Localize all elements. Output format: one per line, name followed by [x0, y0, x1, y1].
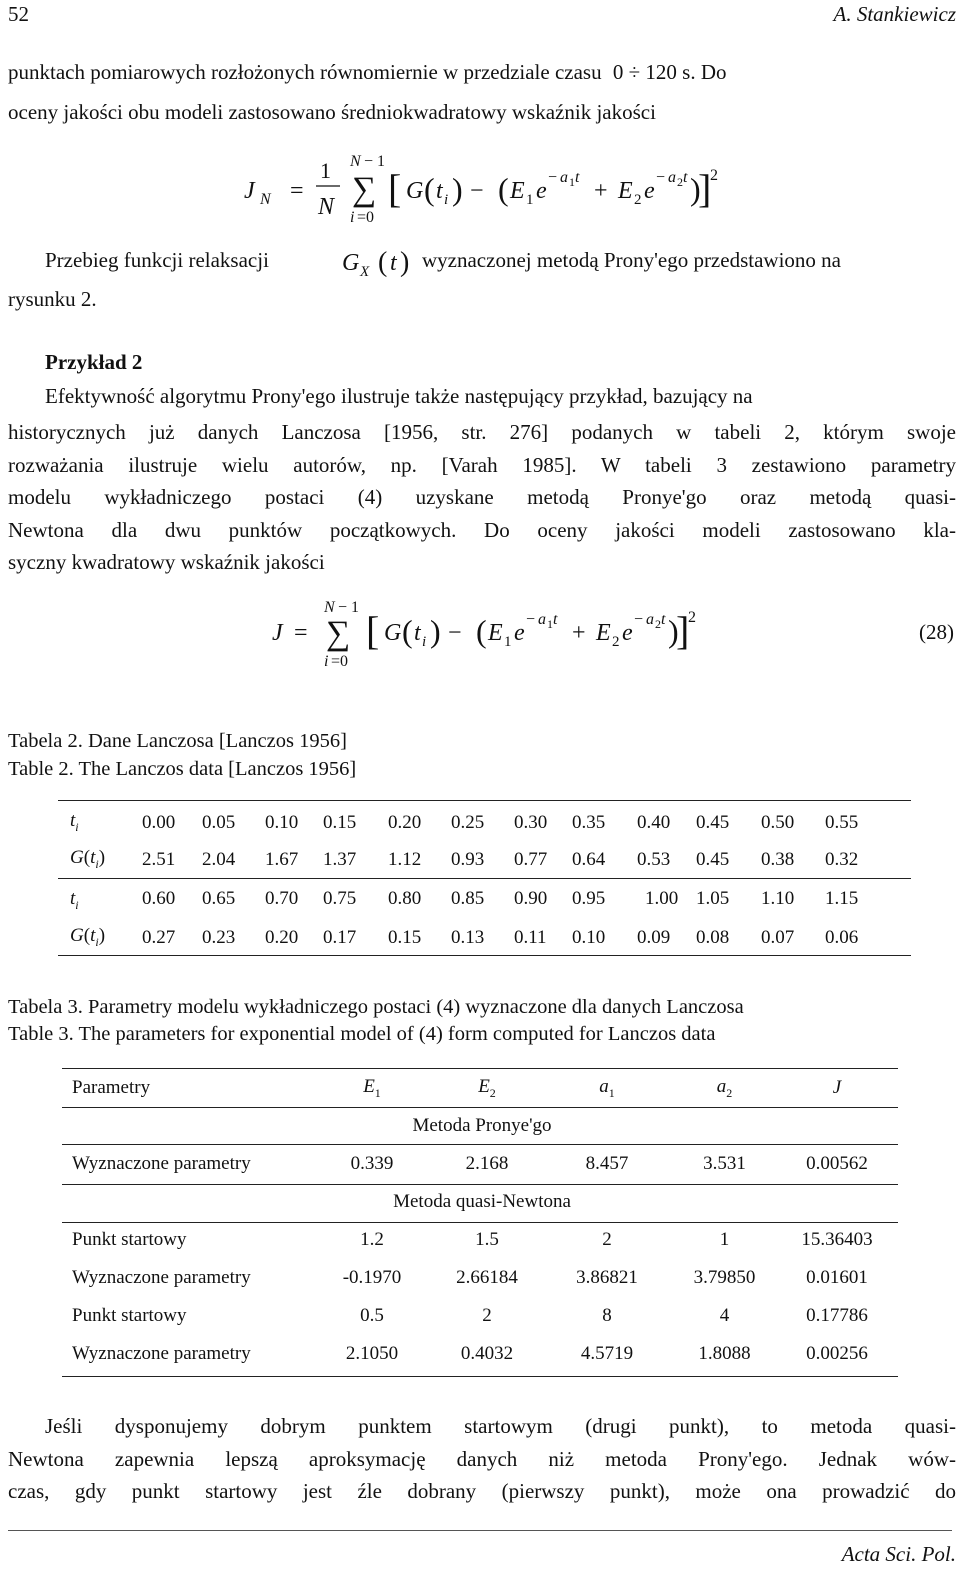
cell: 1 [719, 1229, 730, 1250]
cell: 3.531 [703, 1153, 746, 1174]
relax-before: Przebieg funkcji relaksacji [45, 248, 269, 272]
cell: 0.45 [696, 848, 730, 870]
svg-text:∑: ∑ [326, 615, 351, 652]
svg-text:i: i [324, 653, 329, 670]
svg-text:=0: =0 [331, 653, 349, 670]
table3 [72, 1069, 892, 1373]
cell: 0.40 [637, 811, 671, 833]
table3-caption-pl: Tabela 3. Parametry modelu wykładniczego postaci (4) wyznaczone dla danych Lanczosa [8, 996, 744, 1018]
svg-text:−: − [634, 611, 644, 628]
intro-end: . Do [690, 60, 727, 84]
cell: 1.37 [323, 848, 357, 870]
svg-text:2: 2 [688, 609, 696, 626]
svg-text:=: = [294, 620, 308, 646]
table3-caption-en: Table 3. The parameters for exponential model of (4) form computed for Lanczos data [8, 1023, 716, 1045]
page-number: 52 [8, 2, 29, 26]
svg-text:N: N [324, 599, 335, 616]
svg-text:J: J [244, 178, 255, 204]
cell: 0.00 [142, 811, 176, 833]
svg-text:E: E [618, 178, 633, 204]
table2-row-g2 [70, 919, 880, 956]
table3-row [72, 1335, 892, 1373]
example-paragraph [8, 416, 956, 579]
cell: 0.13 [451, 926, 485, 948]
cell: 0.80 [388, 887, 422, 909]
svg-text:[: [ [388, 166, 402, 211]
cell: 2.66184 [456, 1267, 518, 1288]
svg-text:−: − [470, 178, 484, 204]
col-a2: $a_2$ [716, 1075, 733, 1100]
cell: 2.168 [465, 1153, 509, 1174]
table2-row-t1 [70, 804, 880, 841]
svg-text:− 1: − 1 [338, 599, 360, 616]
table3-bottom-rule [62, 1376, 898, 1377]
cell: 1.2 [360, 1229, 384, 1250]
svg-text:J: J [272, 620, 283, 646]
svg-text:E: E [488, 620, 503, 646]
cell: 0.10 [265, 811, 299, 833]
svg-text:): ) [430, 613, 441, 649]
table3-row [72, 1259, 892, 1297]
cell: 0.15 [388, 926, 422, 948]
example-line-5: Newtona dla dwu punktów początkowych. Do oceny jakości modeli zastosowano kla- [8, 517, 956, 542]
time-interval: 0 ÷ 120 s [612, 60, 691, 84]
svg-text:1: 1 [569, 175, 575, 189]
svg-text:t: t [683, 169, 688, 186]
svg-text:): ) [400, 247, 410, 278]
closing-line-3: czas, gdy punkt startowy jest źle dobrany (pierwszy punkt), może ona prowadzić do [8, 1479, 956, 1503]
example-line-2: historycznych już danych Lanczosa [1956, str. 276] podanych w tabeli 2, którym swoje [8, 420, 956, 444]
equation-28 [268, 596, 718, 676]
cell: 0.60 [142, 887, 176, 909]
cell: 0.93 [451, 848, 485, 870]
relax-after: wyznaczonej metodą Prony'ego przedstawiono na [422, 248, 841, 272]
svg-text:=: = [290, 178, 304, 204]
cell: 0.09 [637, 926, 671, 948]
col-j: J [832, 1077, 842, 1098]
cell: 0.4032 [460, 1343, 514, 1364]
svg-text:a: a [668, 169, 676, 186]
svg-text:1: 1 [320, 158, 331, 183]
cell: 8.457 [585, 1153, 629, 1174]
cell: 0.38 [761, 848, 795, 870]
cell: 2 [602, 1229, 612, 1250]
svg-text:1: 1 [526, 192, 534, 208]
svg-text:t: t [436, 178, 443, 204]
cell: 2.51 [142, 848, 176, 870]
svg-text:(: ( [402, 613, 413, 649]
svg-text:∑: ∑ [352, 171, 377, 208]
svg-text:a: a [560, 169, 568, 186]
svg-text:i: i [422, 634, 427, 650]
cell: 0.53 [637, 848, 671, 870]
row-label: Punkt startowy [72, 1305, 187, 1326]
cell: 1.15 [825, 887, 859, 909]
table3-row [72, 1297, 892, 1335]
col-a1: $a_1$ [599, 1075, 615, 1100]
svg-text:−: − [526, 611, 536, 628]
section-quasi-newton: Metoda quasi-Newtona [393, 1191, 571, 1212]
svg-text:a: a [646, 611, 654, 628]
svg-text:t: t [661, 611, 666, 628]
cell: 0.5 [360, 1305, 384, 1326]
g-label: $G(t_i)$ [70, 925, 106, 949]
cell: 0.10 [572, 926, 606, 948]
table2-caption-en: Table 2. The Lanczos data [Lanczos 1956] [8, 758, 357, 780]
cell: 0.15 [323, 811, 357, 833]
example-title: Przykład 2 [45, 350, 143, 374]
cell: 1.00 [645, 887, 679, 909]
svg-text:1: 1 [547, 617, 553, 631]
cell: 1.10 [761, 887, 795, 909]
table2 [70, 804, 880, 956]
svg-text:N: N [318, 194, 335, 220]
svg-text:− 1: − 1 [364, 153, 386, 170]
cell: 3.79850 [693, 1267, 756, 1288]
table3-row [72, 1145, 892, 1183]
col-e2: $E_2$ [478, 1075, 496, 1100]
svg-text:2: 2 [634, 192, 642, 208]
example-line-4: modelu wykładniczego postaci (4) uzyskane metodą Pronye'go oraz metodą quasi- [8, 485, 956, 509]
table3-section-qn [72, 1183, 892, 1221]
row-label: Punkt startowy [72, 1229, 187, 1250]
table2-row-g1 [70, 841, 880, 878]
table2-row-t2 [70, 878, 880, 919]
cell: 2.1050 [345, 1343, 399, 1364]
svg-text:1: 1 [504, 634, 512, 650]
svg-text:t: t [553, 611, 558, 628]
example-line-1: Efektywność algorytmu Prony'ego ilustruje także następujący przykład, bazujący na [45, 384, 753, 408]
cell: 0.11 [514, 926, 547, 948]
cell: 4 [719, 1305, 730, 1326]
svg-text:(: ( [476, 613, 487, 649]
section-prony: Metoda Pronye'go [412, 1115, 552, 1136]
relax-line-2: rysunku 2. [8, 287, 97, 311]
t-label: $t_i$ [70, 888, 79, 912]
svg-text:X: X [360, 264, 370, 280]
svg-text:−: − [656, 169, 666, 186]
svg-text:): ) [668, 613, 679, 649]
cell: 0.95 [572, 887, 606, 909]
col-e1: $E_1$ [363, 1075, 381, 1100]
footer-journal: Acta Sci. Pol. [841, 1542, 956, 1566]
example-line-6: syczny kwadratowy wskaźnik jakości [8, 550, 325, 574]
svg-text:e: e [644, 178, 655, 204]
svg-text:[: [ [366, 608, 380, 653]
intro-line-2: oceny jakości obu modeli zastosowano średniokwadratowy wskaźnik jakości [8, 100, 656, 124]
svg-text:(: ( [424, 171, 435, 207]
cell: 0.07 [761, 926, 795, 948]
row-label: Wyznaczone parametry [72, 1343, 251, 1364]
svg-text:(: ( [378, 247, 388, 278]
cell: 0.00256 [806, 1343, 868, 1364]
svg-text:i: i [350, 209, 355, 226]
svg-text:=0: =0 [357, 209, 375, 226]
closing-paragraph [8, 1410, 956, 1508]
svg-text:2: 2 [655, 617, 661, 631]
cell: 3.86821 [576, 1267, 638, 1288]
svg-text:G: G [384, 620, 402, 646]
table3-header-row [72, 1069, 892, 1107]
table3-row [72, 1221, 892, 1259]
svg-text:): ) [452, 171, 463, 207]
intro-text: punktach pomiarowych rozłożonych równomiernie w przedziale czasu [8, 60, 602, 84]
cell: 1.8088 [698, 1343, 751, 1364]
gx-symbol [338, 242, 418, 282]
t-label: $t_i$ [70, 810, 79, 834]
equation-number: (28) [919, 620, 954, 644]
svg-text:t: t [575, 169, 580, 186]
svg-text:N: N [260, 191, 271, 208]
cell: 8 [602, 1305, 612, 1326]
intro-line-1 [8, 60, 726, 85]
cell: 0.45 [696, 811, 730, 833]
cell: 2.04 [202, 848, 236, 870]
cell: 0.50 [761, 811, 795, 833]
example-line-3: rozważania ilustruje wielu autorów, np. [Varah 1985]. W tabeli 3 zestawiono parametry [8, 452, 956, 477]
svg-text:t: t [414, 620, 421, 646]
equation-jn [240, 150, 720, 230]
svg-text:]: ] [698, 166, 712, 211]
svg-text:e: e [536, 178, 547, 204]
svg-text:2: 2 [710, 167, 718, 184]
cell: 0.06 [825, 926, 859, 948]
cell: 0.23 [202, 926, 236, 948]
cell: 0.90 [514, 887, 548, 909]
table2-caption-pl: Tabela 2. Dane Lanczosa [Lanczos 1956] [8, 730, 347, 752]
cell: 0.25 [451, 811, 485, 833]
closing-line-2: Newtona zapewnia lepszą aproksymację danych niż metoda Prony'ego. Jednak wów- [8, 1446, 956, 1471]
row-label: Wyznaczone parametry [72, 1267, 251, 1288]
cell: 0.339 [350, 1153, 394, 1174]
cell: 0.08 [696, 926, 730, 948]
svg-text:+: + [594, 178, 608, 204]
cell: 0.17786 [806, 1305, 868, 1326]
svg-text:−: − [548, 169, 558, 186]
footer-rule [8, 1530, 952, 1531]
cell: 0.30 [514, 811, 548, 833]
svg-text:]: ] [676, 608, 690, 653]
svg-text:t: t [390, 250, 397, 276]
svg-text:): ) [690, 171, 701, 207]
cell: 0.20 [388, 811, 422, 833]
cell: 0.27 [142, 926, 176, 948]
cell: 0.65 [202, 887, 236, 909]
cell: -0.1970 [342, 1267, 402, 1288]
row-label: Wyznaczone parametry [72, 1153, 251, 1174]
cell: 0.64 [572, 848, 606, 870]
cell: 0.55 [825, 811, 859, 833]
cell: 1.67 [265, 848, 299, 870]
svg-text:−: − [448, 620, 462, 646]
cell: 1.5 [475, 1229, 499, 1250]
svg-text:e: e [514, 620, 525, 646]
svg-text:2: 2 [612, 634, 620, 650]
table2-top-rule [58, 800, 911, 801]
cell: 2 [482, 1305, 492, 1326]
cell: 0.85 [451, 887, 485, 909]
svg-text:G: G [406, 178, 424, 204]
cell: 0.20 [265, 926, 299, 948]
svg-text:e: e [622, 620, 633, 646]
cell: 0.00562 [806, 1153, 868, 1174]
cell: 1.12 [388, 848, 422, 870]
svg-text:a: a [538, 611, 546, 628]
col-parametry: Parametry [72, 1077, 151, 1098]
cell: 1.05 [696, 887, 730, 909]
cell: 15.36403 [801, 1229, 873, 1250]
cell: 0.17 [323, 926, 357, 948]
closing-line-1: Jeśli dysponujemy dobrym punktem startowym (drugi punkt), to metoda quasi- [45, 1414, 956, 1438]
svg-text:E: E [596, 620, 611, 646]
svg-text:N: N [350, 153, 361, 170]
g-label: $G(t_i)$ [70, 847, 106, 871]
cell: 0.35 [572, 811, 606, 833]
svg-text:E: E [510, 178, 525, 204]
cell: 0.01601 [806, 1267, 868, 1288]
svg-text:i: i [444, 192, 449, 208]
svg-text:2: 2 [677, 175, 683, 189]
running-author: A. Stankiewicz [833, 2, 956, 26]
cell: 0.75 [323, 887, 357, 909]
cell: 0.05 [202, 811, 236, 833]
svg-text:G: G [342, 250, 360, 276]
table3-section-prony [72, 1107, 892, 1145]
cell: 4.5719 [580, 1343, 634, 1364]
cell: 0.77 [514, 848, 548, 870]
cell: 0.70 [265, 887, 299, 909]
svg-text:+: + [572, 620, 586, 646]
cell: 0.32 [825, 848, 859, 870]
svg-text:(: ( [498, 171, 509, 207]
